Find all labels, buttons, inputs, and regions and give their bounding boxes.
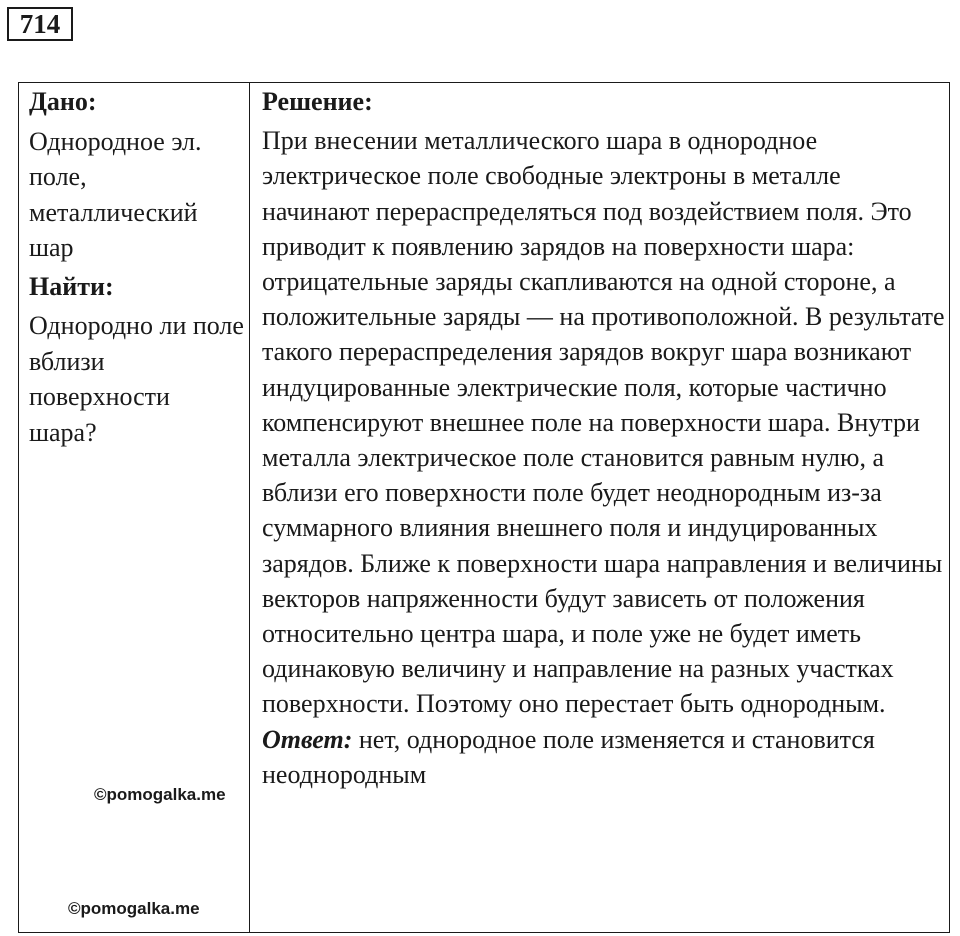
find-text: Однородно ли поле вблизи поверхности шара? [29, 311, 244, 447]
find-heading: Найти: [29, 271, 114, 301]
given-heading: Дано: [29, 87, 97, 116]
solution-column [262, 84, 948, 792]
answer-label: Ответ: [262, 724, 353, 754]
answer [262, 722, 948, 792]
solution-heading: Решение: [262, 87, 373, 116]
column-divider [249, 82, 250, 933]
given-column [29, 84, 244, 450]
answer-text: нет, однородное поле изменяется и становится неоднородным [262, 724, 875, 789]
given-text: Однородное эл. поле, металлический шар [29, 126, 202, 262]
problem-number: 714 [7, 7, 73, 41]
watermark: ©pomogalka.me [68, 899, 200, 918]
watermark: ©pomogalka.me [94, 785, 226, 804]
solution-body: При внесении металлического шара в однородное электрическое поле свободные электроны в металле начинают перераспределяться под воздействием поля. Это приводит к появлению зарядов на поверхности шара: отрицательные заряды скапливаются на одной стороне, а положительные заряды — на противоположной. В результате такого перераспределения зарядов вокруг шара возникают индуцированные электрические поля, которые частично компенсируют внешнее поле на поверхности шара. Внутри металла электрическое поле становится равным нулю, а вблизи его поверхности поле будет неоднородным из-за суммарного влияния внешнего поля и индуцированных зарядов. Ближе к поверхности шара направления и величины векторов напряженности будут зависеть от положения относительно центра шара, и поле уже не будет иметь одинаковую величину и направление на разных участках поверхности. Поэтому оно перестает быть однородным. [262, 126, 945, 719]
